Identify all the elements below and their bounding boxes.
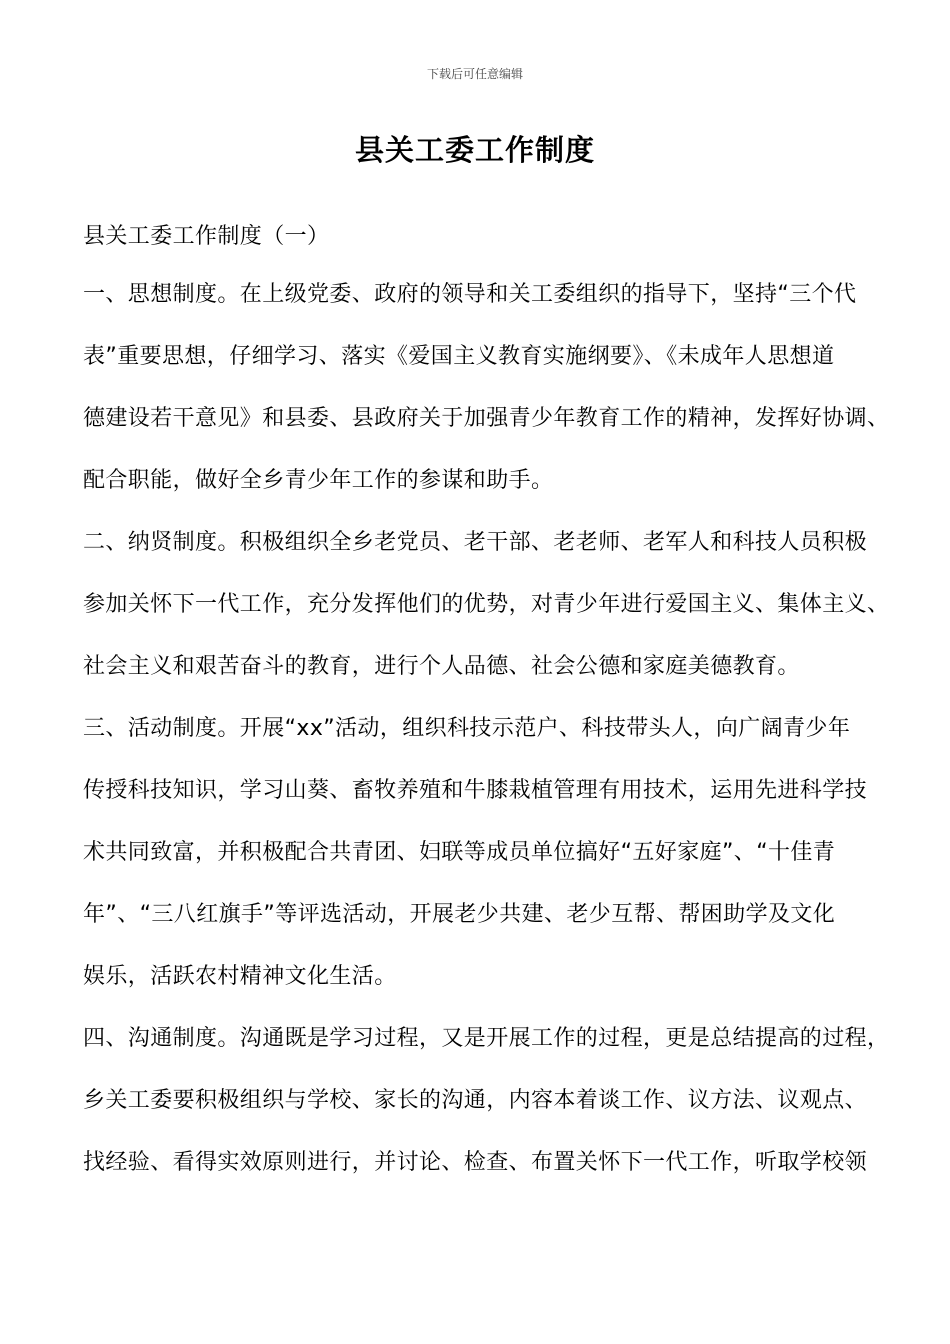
body-line: 配合职能，做好全乡青少年工作的参谋和助手。	[83, 468, 554, 493]
body-line: 德建设若干意见》和县委、县政府关于加强青少年教育工作的精神，发挥好协调、	[83, 406, 890, 431]
body-line: 传授科技知识，学习山葵、畜牧养殖和牛膝栽植管理有用技术，运用先进科学技	[83, 778, 868, 803]
body-line: 术共同致富，并积极配合共青团、妇联等成员单位搞好“五好家庭”、“十佳青	[83, 840, 836, 865]
section-subtitle: 县关工委工作制度（一）	[83, 224, 330, 249]
body-line: 一、思想制度。在上级党委、政府的领导和关工委组织的指导下，坚持“三个代	[83, 282, 857, 307]
body-line: 二、纳贤制度。积极组织全乡老党员、老干部、老老师、老军人和科技人员积极	[83, 530, 868, 555]
document-body	[83, 218, 890, 1206]
body-line: 娱乐，活跃农村精神文化生活。	[83, 964, 397, 989]
header-note: 下载后可任意编辑	[426, 67, 523, 81]
document-title: 县关工委工作制度	[354, 133, 595, 167]
body-line: 表”重要思想，仔细学习、落实《爱国主义教育实施纲要》、《未成年人思想道	[83, 344, 835, 369]
body-line: 社会主义和艰苦奋斗的教育，进行个人品德、社会公德和家庭美德教育。	[83, 654, 800, 679]
body-line: 四、沟通制度。沟通既是学习过程，又是开展工作的过程，更是总结提高的过程，	[83, 1026, 890, 1051]
body-line: 年”、“三八红旗手”等评选活动，开展老少共建、老少互帮、帮困助学及文化	[83, 902, 836, 927]
body-line: 三、活动制度。开展“xx”活动，组织科技示范户、科技带头人，向广阔青少年	[83, 716, 851, 741]
body-line: 参加关怀下一代工作，充分发挥他们的优势，对青少年进行爱国主义、集体主义、	[83, 592, 890, 617]
body-line: 乡关工委要积极组织与学校、家长的沟通，内容本着谈工作、议方法、议观点、	[83, 1088, 868, 1113]
body-line: 找经验、看得实效原则进行，并讨论、检查、布置关怀下一代工作，听取学校领	[83, 1150, 868, 1175]
